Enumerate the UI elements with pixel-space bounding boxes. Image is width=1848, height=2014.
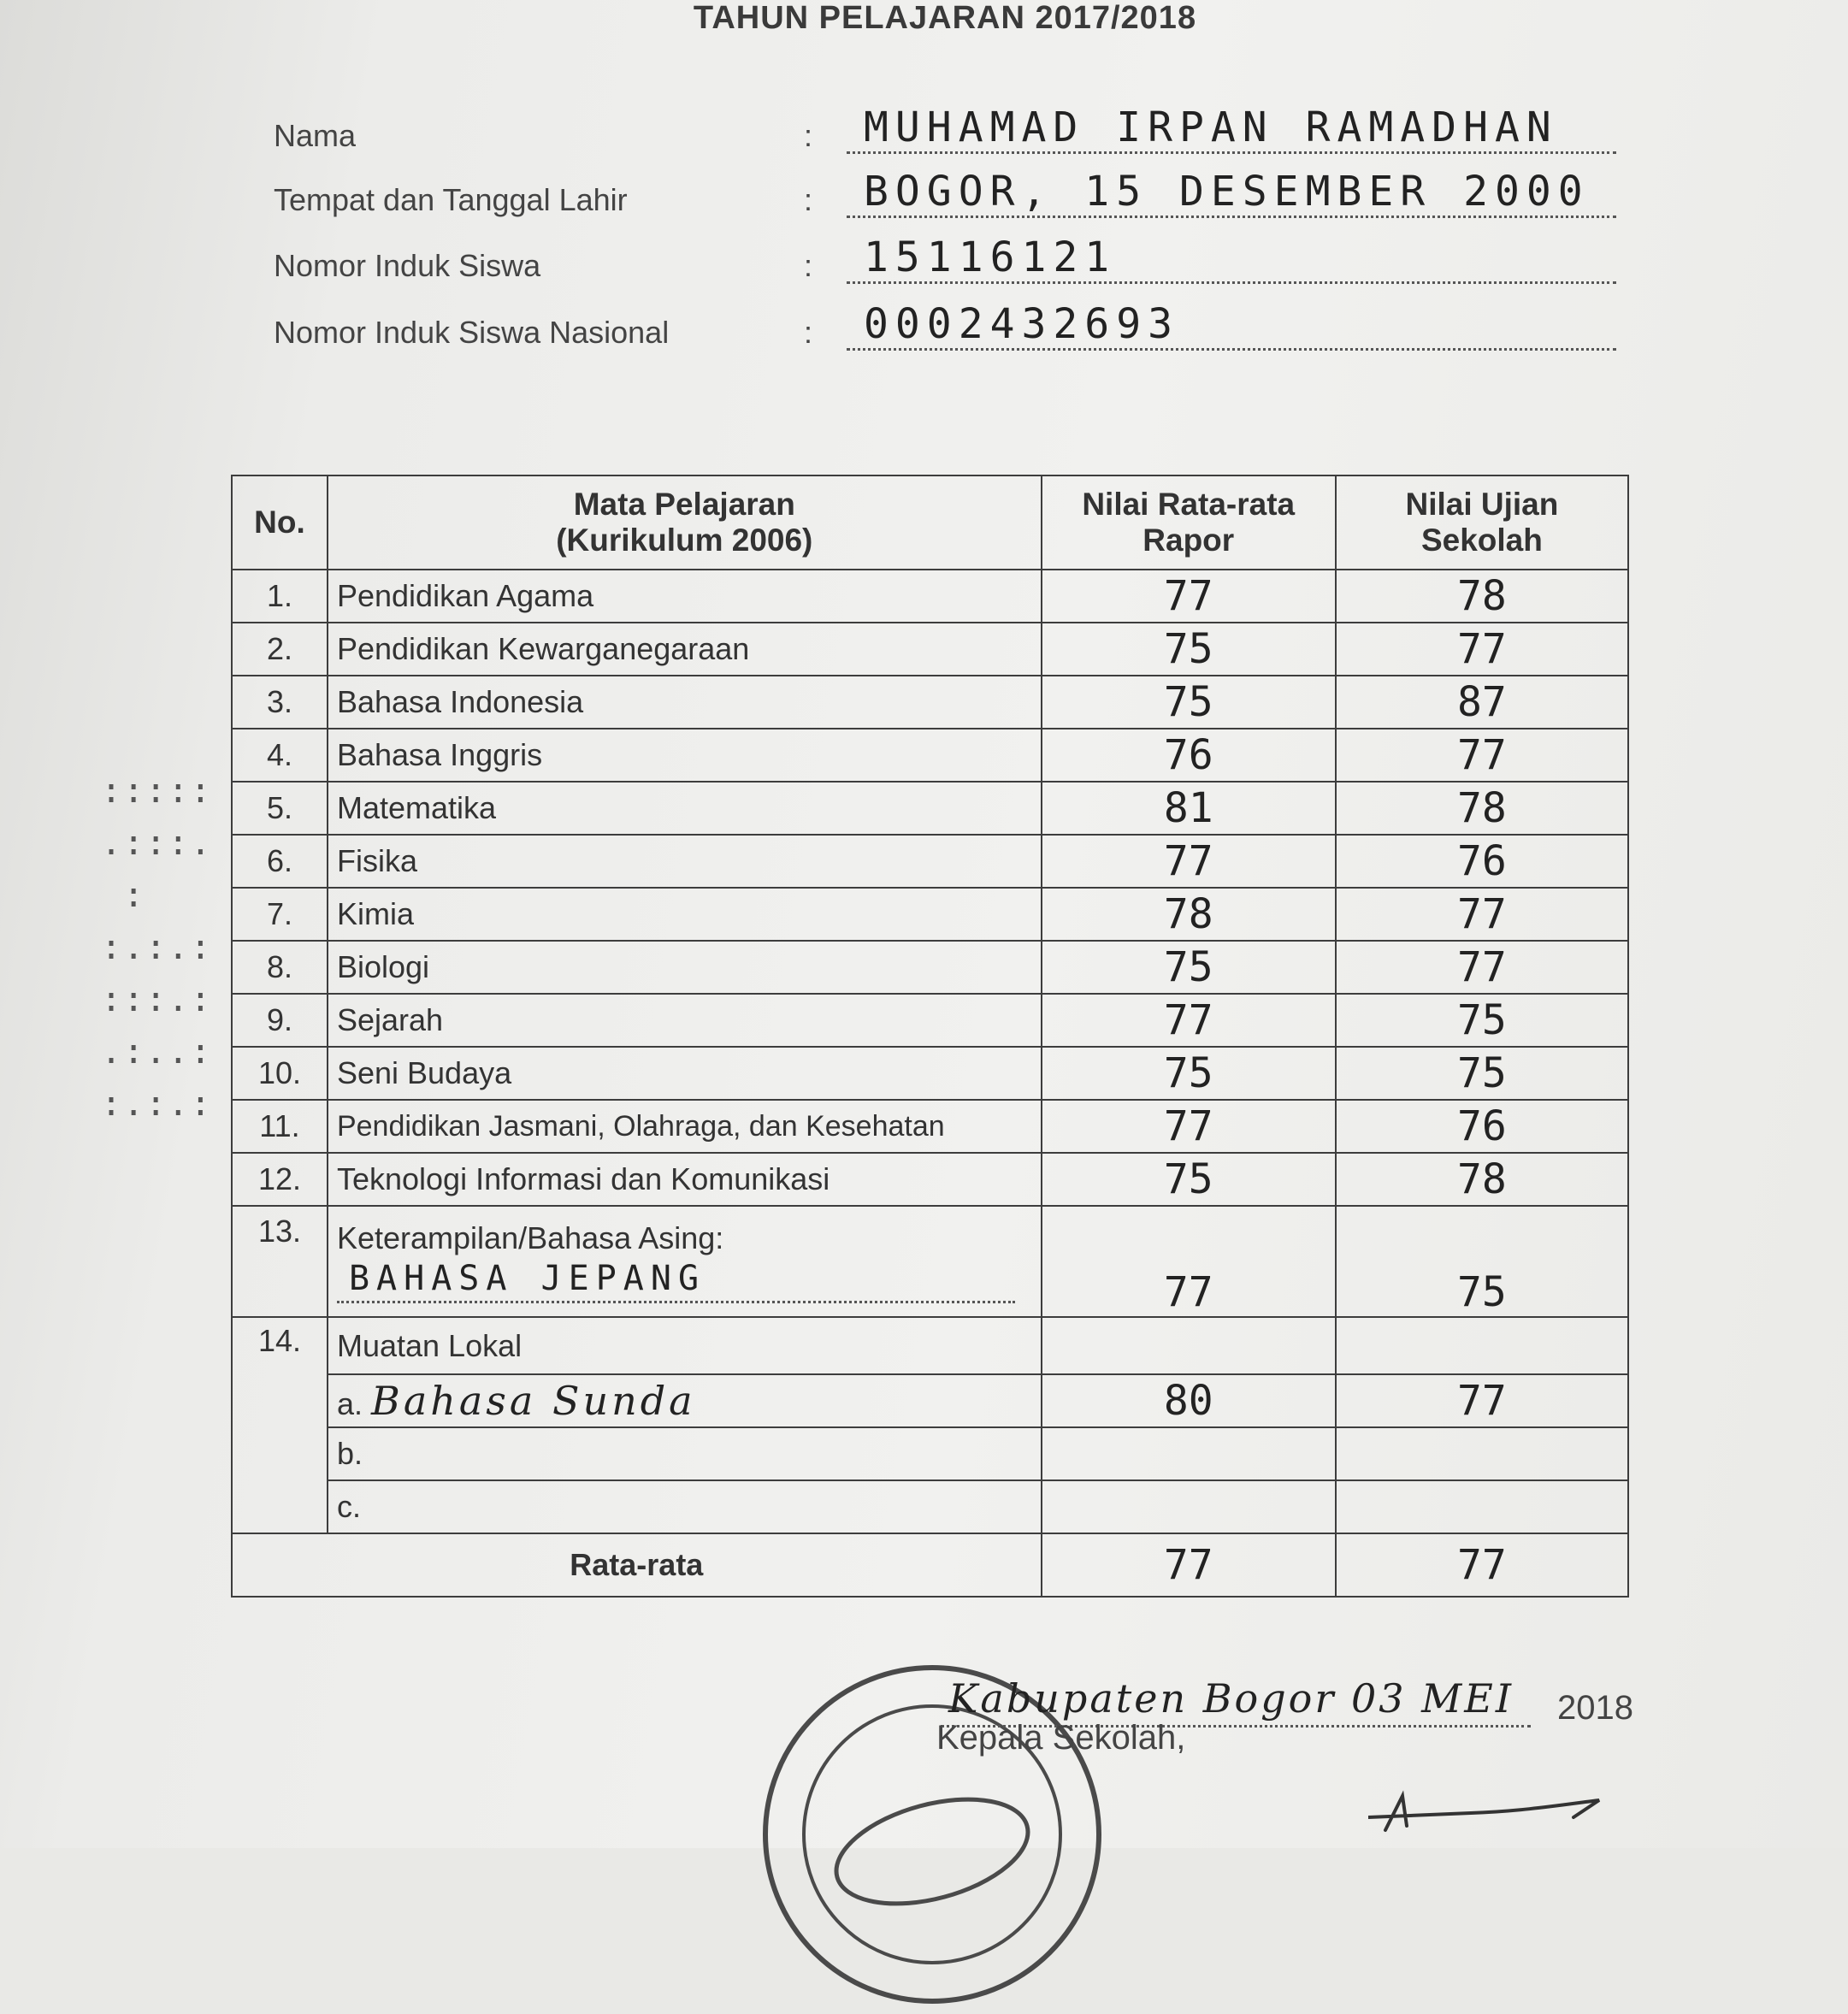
row-ujian: 78 bbox=[1336, 782, 1628, 835]
headmaster-label: Kepala Sekolah, bbox=[936, 1719, 1186, 1757]
value-ttl: BOGOR, 15 DESEMBER 2000 bbox=[847, 165, 1616, 218]
header-ujian-line1: Nilai Ujian bbox=[1405, 487, 1559, 522]
row-no: 9. bbox=[232, 994, 328, 1047]
row-no: 4. bbox=[232, 729, 328, 782]
row-no-empty bbox=[232, 1427, 328, 1480]
row-ujian: 77 bbox=[1336, 888, 1628, 941]
row-rapor: 75 bbox=[1042, 941, 1336, 994]
row-rapor: 75 bbox=[1042, 1047, 1336, 1100]
margin-dot-marks: ::::: .:::. : :.:.: :::.: .:..: :.:.: bbox=[101, 771, 213, 1124]
row-ujian: 77 bbox=[1336, 941, 1628, 994]
table-row-average bbox=[232, 1533, 1628, 1597]
row-rapor: 80 bbox=[1042, 1374, 1336, 1427]
row-nis bbox=[274, 224, 1616, 284]
row-rapor: 76 bbox=[1042, 729, 1336, 782]
row-rapor: 81 bbox=[1042, 782, 1336, 835]
row-subject bbox=[328, 1206, 1042, 1317]
row-subject: Bahasa Indonesia bbox=[328, 676, 1042, 729]
row-ujian: 78 bbox=[1336, 570, 1628, 623]
row-no: 5. bbox=[232, 782, 328, 835]
row-subject: Bahasa Inggris bbox=[328, 729, 1042, 782]
row-rapor: 75 bbox=[1042, 676, 1336, 729]
table-row bbox=[232, 888, 1628, 941]
colon: : bbox=[804, 118, 813, 153]
row-no: 6. bbox=[232, 835, 328, 888]
row-subject: Kimia bbox=[328, 888, 1042, 941]
row-subject bbox=[328, 1374, 1042, 1427]
row-rapor: 77 bbox=[1042, 570, 1336, 623]
sub-letter: b. bbox=[328, 1427, 1042, 1480]
row-no: 10. bbox=[232, 1047, 328, 1100]
row-ujian: 75 bbox=[1336, 1047, 1628, 1100]
table-row bbox=[232, 941, 1628, 994]
label-nis: Nomor Induk Siswa bbox=[274, 248, 541, 283]
header-no: No. bbox=[232, 475, 328, 570]
value-nisn: 0002432693 bbox=[847, 298, 1616, 351]
signature-stroke bbox=[1368, 1796, 1599, 1830]
table-row bbox=[232, 570, 1628, 623]
header-ujian-line2: Sekolah bbox=[1420, 523, 1543, 558]
row-nama bbox=[274, 94, 1616, 154]
row-ujian-empty bbox=[1336, 1480, 1628, 1533]
average-label: Rata-rata bbox=[232, 1533, 1042, 1597]
row-ttl bbox=[274, 158, 1616, 218]
row-ujian: 76 bbox=[1336, 835, 1628, 888]
value-nama: MUHAMAD IRPAN RAMADHAN bbox=[847, 101, 1616, 154]
grades-table bbox=[231, 475, 1629, 1598]
row-subject: Muatan Lokal bbox=[328, 1317, 1042, 1374]
row-rapor: 77 bbox=[1042, 835, 1336, 888]
keterampilan-value: BAHASA JEPANG bbox=[337, 1256, 1015, 1303]
place-date-value: Kabupaten Bogor 03 MEI bbox=[941, 1672, 1531, 1728]
header-rapor-line1: Nilai Rata-rata bbox=[1082, 487, 1296, 522]
row-ujian: 76 bbox=[1336, 1100, 1628, 1153]
header-rapor-line2: Rapor bbox=[1142, 523, 1235, 558]
colon: : bbox=[804, 182, 813, 217]
table-row bbox=[232, 1153, 1628, 1206]
table-row-sub bbox=[232, 1427, 1628, 1480]
sub-letter: a. bbox=[336, 1386, 363, 1421]
row-no: 3. bbox=[232, 676, 328, 729]
header-subject bbox=[328, 475, 1042, 570]
row-rapor: 75 bbox=[1042, 1153, 1336, 1206]
row-no-empty bbox=[232, 1374, 328, 1427]
place-year: 2018 bbox=[1557, 1689, 1633, 1727]
table-row-sub bbox=[232, 1480, 1628, 1533]
row-no: 7. bbox=[232, 888, 328, 941]
value-nis: 15116121 bbox=[847, 231, 1616, 284]
row-subject: Seni Budaya bbox=[328, 1047, 1042, 1100]
row-rapor: 77 bbox=[1042, 1206, 1336, 1317]
signature bbox=[1368, 1779, 1608, 1847]
header-rapor bbox=[1042, 475, 1336, 570]
row-no: 14. bbox=[232, 1317, 328, 1374]
table-row bbox=[232, 623, 1628, 676]
row-subject: Matematika bbox=[328, 782, 1042, 835]
average-rapor: 77 bbox=[1042, 1533, 1336, 1597]
stamp-emblem bbox=[825, 1781, 1040, 1922]
document-title: TAHUN PELAJARAN 2017/2018 bbox=[693, 0, 1197, 36]
table-row-muatan-lokal bbox=[232, 1317, 1628, 1374]
row-subject: Teknologi Informasi dan Komunikasi bbox=[328, 1153, 1042, 1206]
row-rapor: 77 bbox=[1042, 1100, 1336, 1153]
row-ujian: 77 bbox=[1336, 623, 1628, 676]
label-nisn: Nomor Induk Siswa Nasional bbox=[274, 315, 670, 350]
row-subject: Biologi bbox=[328, 941, 1042, 994]
row-ujian: 78 bbox=[1336, 1153, 1628, 1206]
row-ujian: 75 bbox=[1336, 1206, 1628, 1317]
table-row bbox=[232, 729, 1628, 782]
row-subject: Fisika bbox=[328, 835, 1042, 888]
row-rapor-empty bbox=[1042, 1317, 1336, 1374]
table-row bbox=[232, 1100, 1628, 1153]
row-ujian: 77 bbox=[1336, 729, 1628, 782]
average-ujian: 77 bbox=[1336, 1533, 1628, 1597]
sub-letter: c. bbox=[328, 1480, 1042, 1533]
row-no: 2. bbox=[232, 623, 328, 676]
row-rapor: 77 bbox=[1042, 994, 1336, 1047]
row-subject: Sejarah bbox=[328, 994, 1042, 1047]
table-row-keterampilan bbox=[232, 1206, 1628, 1317]
row-subject: Pendidikan Agama bbox=[328, 570, 1042, 623]
table-row bbox=[232, 782, 1628, 835]
row-no: 12. bbox=[232, 1153, 328, 1206]
table-row bbox=[232, 676, 1628, 729]
label-ttl: Tempat dan Tanggal Lahir bbox=[274, 182, 628, 217]
row-no: 8. bbox=[232, 941, 328, 994]
colon: : bbox=[804, 315, 813, 350]
row-no: 1. bbox=[232, 570, 328, 623]
row-ujian: 87 bbox=[1336, 676, 1628, 729]
row-no-empty bbox=[232, 1480, 328, 1533]
row-ujian: 77 bbox=[1336, 1374, 1628, 1427]
table-row bbox=[232, 835, 1628, 888]
colon: : bbox=[804, 248, 813, 283]
row-ujian-empty bbox=[1336, 1317, 1628, 1374]
table-row bbox=[232, 994, 1628, 1047]
header-ujian bbox=[1336, 475, 1628, 570]
row-rapor-empty bbox=[1042, 1427, 1336, 1480]
row-no: 11. bbox=[232, 1100, 328, 1153]
table-row-sub bbox=[232, 1374, 1628, 1427]
table-row bbox=[232, 1047, 1628, 1100]
row-rapor-empty bbox=[1042, 1480, 1336, 1533]
row-ujian: 75 bbox=[1336, 994, 1628, 1047]
row-no: 13. bbox=[232, 1206, 328, 1317]
label-nama: Nama bbox=[274, 118, 357, 153]
row-ujian-empty bbox=[1336, 1427, 1628, 1480]
header-subject-line1: Mata Pelajaran bbox=[573, 487, 795, 522]
row-nisn bbox=[274, 291, 1616, 351]
sub-subject: Bahasa Sunda bbox=[371, 1378, 696, 1424]
keterampilan-label: Keterampilan/Bahasa Asing: bbox=[336, 1220, 724, 1255]
row-subject: Pendidikan Jasmani, Olahraga, dan Kesehatan bbox=[328, 1100, 1042, 1153]
row-rapor: 78 bbox=[1042, 888, 1336, 941]
row-subject: Pendidikan Kewarganegaraan bbox=[328, 623, 1042, 676]
header-subject-line2: (Kurikulum 2006) bbox=[556, 523, 813, 558]
row-rapor: 75 bbox=[1042, 623, 1336, 676]
table-header-row bbox=[232, 475, 1628, 570]
